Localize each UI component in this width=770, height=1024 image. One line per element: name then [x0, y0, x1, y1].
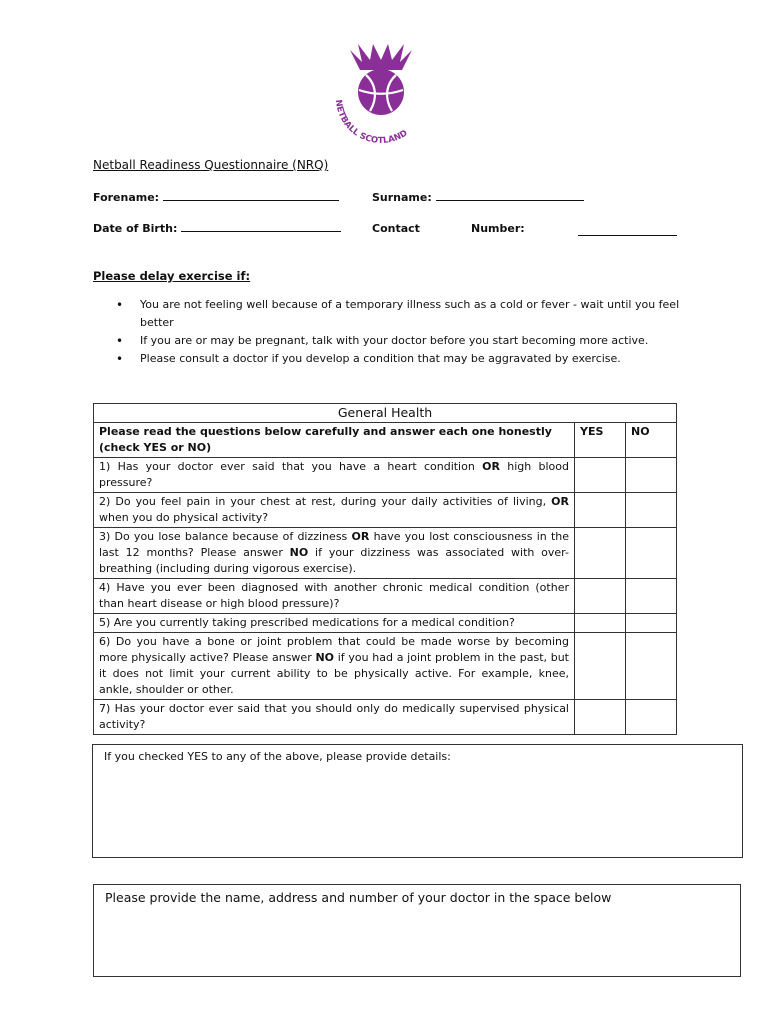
q2-yes-cell[interactable] [575, 493, 626, 528]
question-1: 1) Has your doctor ever said that you have a heart condition OR high blood pressure? [94, 458, 575, 493]
page-title: Netball Readiness Questionnaire (NRQ) [93, 158, 329, 172]
netball-scotland-logo [318, 38, 444, 150]
question-3: 3) Do you lose balance because of dizziness OR have you lost consciousness in the last 12 months? Please answer NO if your dizziness was associated with over-breathing (including during vigorous exercise). [94, 528, 575, 579]
q1-yes-cell[interactable] [575, 458, 626, 493]
table-row [94, 493, 677, 528]
table-title: General Health [94, 404, 677, 423]
q5-no-cell[interactable] [626, 614, 677, 633]
q6-yes-cell[interactable] [575, 633, 626, 700]
q1-no-cell[interactable] [626, 458, 677, 493]
forename-label: Forename: [93, 191, 160, 204]
surname-label: Surname: [372, 191, 432, 204]
q3-no-cell[interactable] [626, 528, 677, 579]
question-5: 5) Are you currently taking prescribed medications for a medical condition? [94, 614, 575, 633]
warning-item: • You are not feeling well because of a temporary illness such as a cold or fever - wait until you feel better [140, 296, 715, 332]
contact-label: Contact [372, 222, 420, 235]
q3-yes-cell[interactable] [575, 528, 626, 579]
question-7: 7) Has your doctor ever said that you should only do medically supervised physical activity? [94, 700, 575, 735]
question-4: 4) Have you ever been diagnosed with another chronic medical condition (other than heart disease or high blood pressure)? [94, 579, 575, 614]
q7-yes-cell[interactable] [575, 700, 626, 735]
forename-line[interactable] [163, 200, 339, 201]
dob-field[interactable] [93, 222, 341, 235]
warning-item: • If you are or may be pregnant, talk with your doctor before you start becoming more active. [140, 332, 715, 350]
dob-label: Date of Birth: [93, 222, 178, 235]
number-label: Number: [471, 222, 525, 235]
table-row [94, 633, 677, 700]
warning-item: • Please consult a doctor if you develop a condition that may be aggravated by exercise. [140, 350, 715, 368]
q5-yes-cell[interactable] [575, 614, 626, 633]
question-2: 2) Do you feel pain in your chest at rest, during your daily activities of living, OR when you do physical activity? [94, 493, 575, 528]
general-health-table [93, 403, 677, 735]
no-header: NO [626, 423, 677, 458]
yes-header: YES [575, 423, 626, 458]
doctor-box[interactable] [93, 884, 741, 977]
details-box-label: If you checked YES to any of the above, please provide details: [104, 750, 451, 763]
q6-no-cell[interactable] [626, 633, 677, 700]
logo-text: NETBALL SCOTLAND [332, 99, 410, 147]
q4-yes-cell[interactable] [575, 579, 626, 614]
surname-field[interactable] [372, 191, 584, 204]
doctor-box-label: Please provide the name, address and number of your doctor in the space below [105, 890, 612, 905]
q4-no-cell[interactable] [626, 579, 677, 614]
q7-no-cell[interactable] [626, 700, 677, 735]
q2-no-cell[interactable] [626, 493, 677, 528]
table-row [94, 528, 677, 579]
table-row [94, 579, 677, 614]
surname-line[interactable] [436, 200, 584, 201]
table-instruction: Please read the questions below carefully and answer each one honestly (check YES or NO) [94, 423, 575, 458]
warning-list [112, 296, 715, 368]
details-box[interactable] [92, 744, 743, 858]
forename-field[interactable] [93, 191, 339, 204]
table-row [94, 614, 677, 633]
question-6: 6) Do you have a bone or joint problem that could be made worse by becoming more physically active? Please answer NO if you had a joint problem in the past, but it does not limit your current ability to be physically active. For example, knee, ankle, shoulder or other. [94, 633, 575, 700]
dob-line[interactable] [181, 231, 341, 232]
table-row [94, 700, 677, 735]
contact-number-line[interactable] [578, 235, 677, 236]
warning-heading: Please delay exercise if: [93, 269, 251, 283]
table-row [94, 458, 677, 493]
